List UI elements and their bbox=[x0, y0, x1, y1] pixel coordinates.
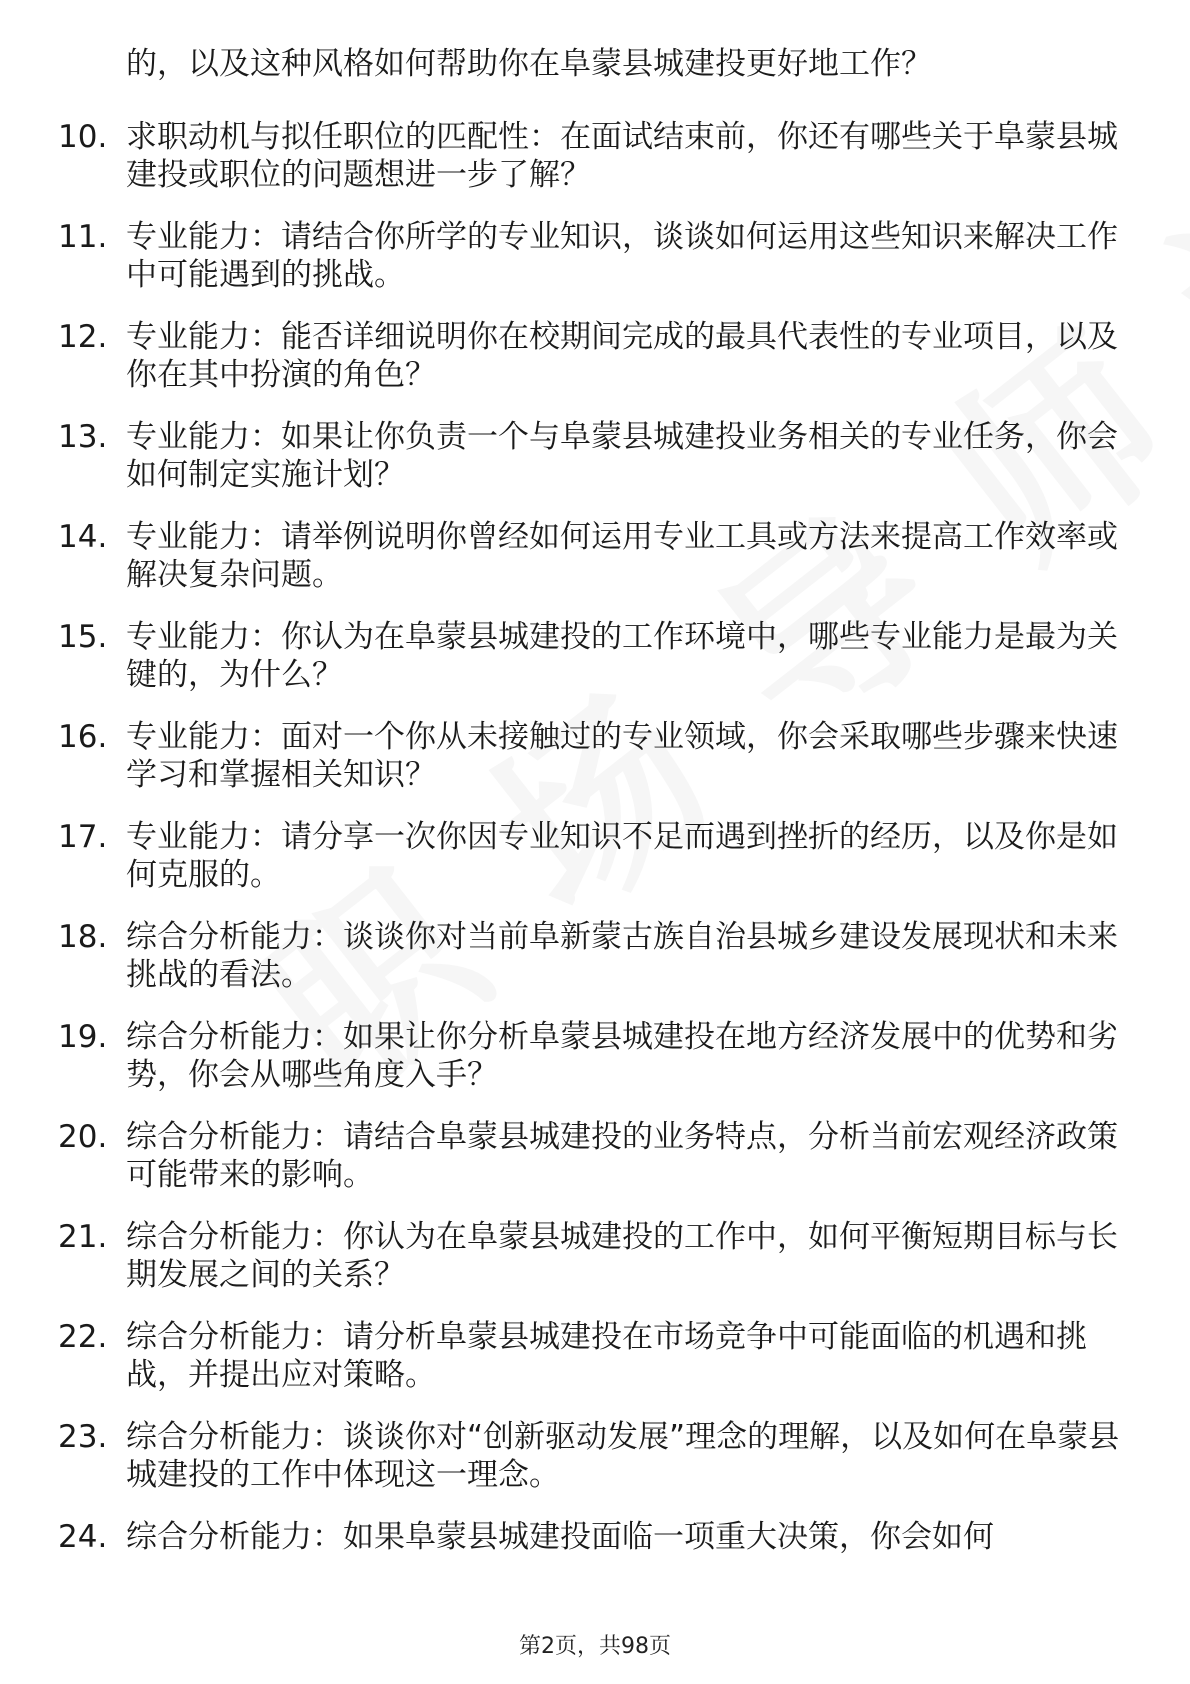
question-item bbox=[58, 1218, 1138, 1294]
question-number: 19. bbox=[58, 1019, 108, 1055]
question-number: 13. bbox=[58, 419, 108, 455]
question-number: 15. bbox=[58, 619, 108, 655]
question-item bbox=[58, 918, 1138, 994]
question-number: 20. bbox=[58, 1119, 108, 1155]
question-item bbox=[58, 518, 1138, 594]
question-item bbox=[58, 318, 1138, 394]
question-number: 12. bbox=[58, 319, 108, 355]
question-list bbox=[58, 45, 1138, 1580]
question-text: 综合分析能力：请分析阜蒙县城建投在市场竞争中可能面临的机遇和挑战，并提出应对策略。 bbox=[126, 1319, 1087, 1393]
question-number: 18. bbox=[58, 919, 108, 955]
question-number: 22. bbox=[58, 1319, 108, 1355]
question-item bbox=[58, 618, 1138, 694]
page-footer: 第2页，共98页 bbox=[519, 1634, 671, 1659]
question-number: 17. bbox=[58, 819, 108, 855]
question-text: 专业能力：请举例说明你曾经如何运用专业工具或方法来提高工作效率或解决复杂问题。 bbox=[126, 519, 1118, 593]
question-text: 专业能力：请分享一次你因专业知识不足而遇到挫折的经历，以及你是如何克服的。 bbox=[126, 819, 1118, 893]
question-text: 专业能力：你认为在阜蒙县城建投的工作环境中，哪些专业能力是最为关键的，为什么？ bbox=[126, 619, 1118, 693]
question-text: 专业能力：面对一个你从未接触过的专业领域，你会采取哪些步骤来快速学习和掌握相关知识？ bbox=[126, 719, 1118, 793]
question-item bbox=[58, 218, 1138, 294]
question-item bbox=[58, 118, 1138, 194]
question-text: 求职动机与拟任职位的匹配性：在面试结束前，你还有哪些关于阜蒙县城建投或职位的问题想进一步了解？ bbox=[126, 119, 1118, 193]
question-number: 24. bbox=[58, 1519, 108, 1555]
question-text: 综合分析能力：你认为在阜蒙县城建投的工作中，如何平衡短期目标与长期发展之间的关系？ bbox=[126, 1219, 1118, 1293]
question-number: 21. bbox=[58, 1219, 108, 1255]
question-text: 专业能力：如果让你负责一个与阜蒙县城建投业务相关的专业任务，你会如何制定实施计划？ bbox=[126, 419, 1118, 493]
question-number: 23. bbox=[58, 1419, 108, 1455]
question-item bbox=[58, 1518, 1138, 1556]
question-item bbox=[58, 1418, 1138, 1494]
question-item bbox=[58, 1118, 1138, 1194]
question-item bbox=[58, 718, 1138, 794]
question-number: 16. bbox=[58, 719, 108, 755]
question-item bbox=[58, 818, 1138, 894]
question-text: 综合分析能力：谈谈你对“创新驱动发展”理念的理解，以及如何在阜蒙县城建投的工作中体现这一理念。 bbox=[126, 1419, 1120, 1493]
question-text: 综合分析能力：请结合阜蒙县城建投的业务特点，分析当前宏观经济政策可能带来的影响。 bbox=[126, 1119, 1118, 1193]
question-item bbox=[58, 1018, 1138, 1094]
question-number: 11. bbox=[58, 219, 108, 255]
question-number: 10. bbox=[58, 119, 108, 155]
question-item bbox=[58, 418, 1138, 494]
question-number: 14. bbox=[58, 519, 108, 555]
question-text: 综合分析能力：谈谈你对当前阜新蒙古族自治县城乡建设发展现状和未来挑战的看法。 bbox=[126, 919, 1118, 993]
question-item bbox=[58, 1318, 1138, 1394]
question-text: 专业能力：能否详细说明你在校期间完成的最具代表性的专业项目，以及你在其中扮演的角色？ bbox=[126, 319, 1118, 393]
question-text: 综合分析能力：如果阜蒙县城建投面临一项重大决策，你会如何 bbox=[126, 1519, 994, 1555]
continued-question-text: 的，以及这种风格如何帮助你在阜蒙县城建投更好地工作？ bbox=[126, 46, 932, 82]
question-text: 综合分析能力：如果让你分析阜蒙县城建投在地方经济发展中的优势和劣势，你会从哪些角度入手？ bbox=[126, 1019, 1118, 1093]
question-text: 专业能力：请结合你所学的专业知识，谈谈如何运用这些知识来解决工作中可能遇到的挑战。 bbox=[126, 219, 1118, 293]
